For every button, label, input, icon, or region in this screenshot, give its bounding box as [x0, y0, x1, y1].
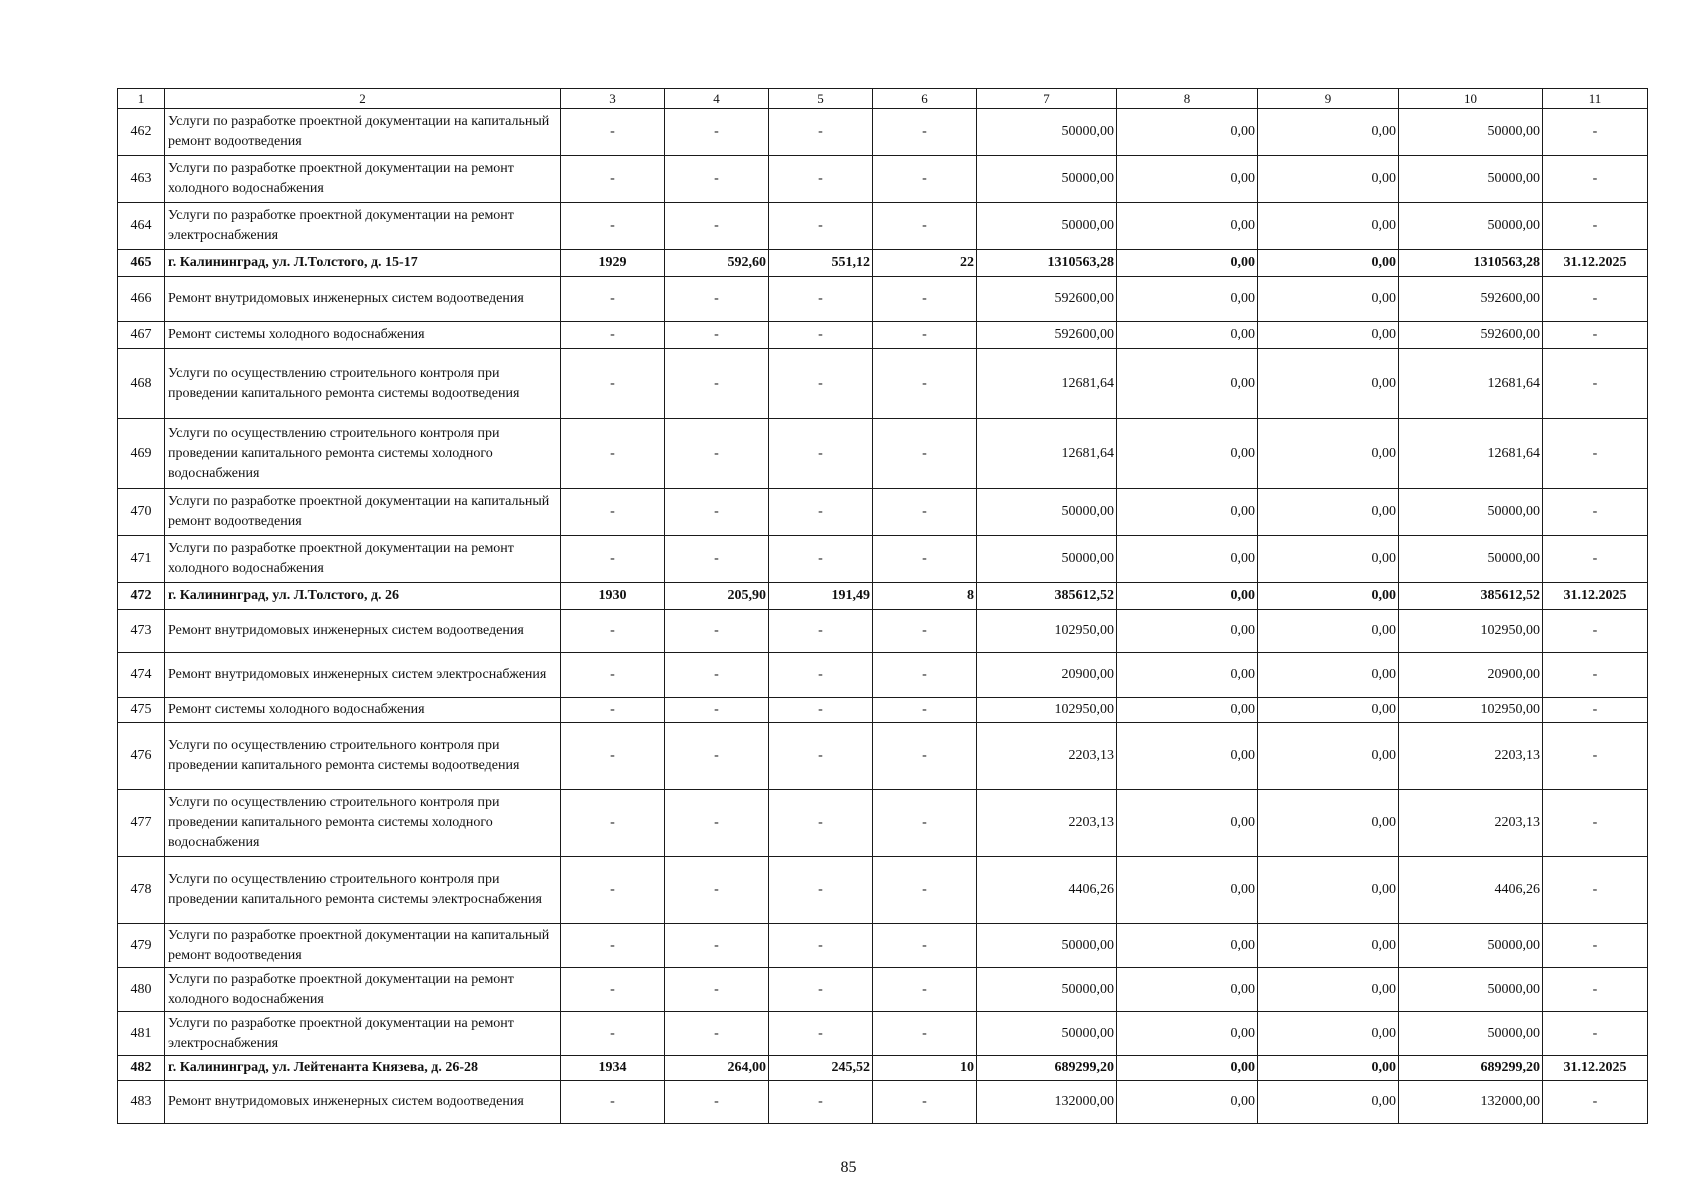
cell-col-6: - [873, 924, 977, 968]
cell-col-3: 1930 [561, 583, 665, 610]
cell-col-8: 0,00 [1117, 250, 1258, 277]
table-row [118, 723, 1648, 790]
table-row [118, 924, 1648, 968]
table-row [118, 489, 1648, 536]
table-row [118, 349, 1648, 419]
cell-col-7: 50000,00 [977, 1012, 1117, 1056]
cell-col-2: Ремонт внутридомовых инженерных систем водоотведения [165, 277, 561, 322]
cell-col-1: 462 [118, 109, 165, 156]
cell-col-10: 50000,00 [1399, 203, 1543, 250]
cell-col-2: Услуги по разработке проектной документации на ремонт холодного водоснабжения [165, 156, 561, 203]
cell-col-7: 2203,13 [977, 723, 1117, 790]
cell-col-11: - [1543, 109, 1648, 156]
cell-col-8: 0,00 [1117, 653, 1258, 698]
cell-col-7: 385612,52 [977, 583, 1117, 610]
cell-col-10: 50000,00 [1399, 924, 1543, 968]
cell-col-5: - [769, 857, 873, 924]
table-body [118, 109, 1648, 1124]
cell-col-1: 467 [118, 322, 165, 349]
cell-col-7: 1310563,28 [977, 250, 1117, 277]
cell-col-8: 0,00 [1117, 109, 1258, 156]
cell-col-7: 50000,00 [977, 109, 1117, 156]
cell-col-1: 473 [118, 610, 165, 653]
table-row [118, 109, 1648, 156]
cell-col-8: 0,00 [1117, 322, 1258, 349]
cell-col-4: - [665, 968, 769, 1012]
cell-col-10: 1310563,28 [1399, 250, 1543, 277]
cell-col-9: 0,00 [1258, 1056, 1399, 1081]
cell-col-8: 0,00 [1117, 968, 1258, 1012]
cell-col-2: г. Калининград, ул. Л.Толстого, д. 26 [165, 583, 561, 610]
cell-col-10: 2203,13 [1399, 790, 1543, 857]
cell-col-11: - [1543, 924, 1648, 968]
cell-col-10: 12681,64 [1399, 349, 1543, 419]
cell-col-7: 50000,00 [977, 156, 1117, 203]
cell-col-1: 483 [118, 1081, 165, 1124]
cell-col-8: 0,00 [1117, 536, 1258, 583]
cell-col-1: 481 [118, 1012, 165, 1056]
cell-col-5: - [769, 610, 873, 653]
cell-col-1: 472 [118, 583, 165, 610]
cell-col-6: - [873, 109, 977, 156]
cell-col-10: 20900,00 [1399, 653, 1543, 698]
cell-col-11: 31.12.2025 [1543, 250, 1648, 277]
cell-col-6: 22 [873, 250, 977, 277]
cell-col-9: 0,00 [1258, 322, 1399, 349]
cell-col-7: 102950,00 [977, 610, 1117, 653]
cell-col-7: 592600,00 [977, 277, 1117, 322]
cell-col-11: - [1543, 790, 1648, 857]
cell-col-3: - [561, 203, 665, 250]
cell-col-10: 132000,00 [1399, 1081, 1543, 1124]
cell-col-8: 0,00 [1117, 156, 1258, 203]
cell-col-7: 592600,00 [977, 322, 1117, 349]
cell-col-11: - [1543, 968, 1648, 1012]
cell-col-3: - [561, 610, 665, 653]
cell-col-8: 0,00 [1117, 1081, 1258, 1124]
cell-col-11: - [1543, 653, 1648, 698]
cell-col-11: - [1543, 610, 1648, 653]
cell-col-9: 0,00 [1258, 1012, 1399, 1056]
cell-col-2: Услуги по разработке проектной документации на ремонт холодного водоснабжения [165, 968, 561, 1012]
address-row [118, 1056, 1648, 1081]
cell-col-9: 0,00 [1258, 250, 1399, 277]
cell-col-5: - [769, 489, 873, 536]
cell-col-4: - [665, 790, 769, 857]
cell-col-10: 4406,26 [1399, 857, 1543, 924]
cell-col-2: Ремонт внутридомовых инженерных систем электроснабжения [165, 653, 561, 698]
cell-col-3: - [561, 723, 665, 790]
cell-col-6: - [873, 349, 977, 419]
cell-col-4: - [665, 322, 769, 349]
cell-col-5: - [769, 322, 873, 349]
table-row [118, 277, 1648, 322]
cell-col-5: - [769, 723, 873, 790]
cell-col-5: - [769, 156, 873, 203]
cell-col-3: - [561, 322, 665, 349]
cell-col-6: - [873, 698, 977, 723]
cell-col-6: - [873, 203, 977, 250]
cell-col-2: Ремонт внутридомовых инженерных систем водоотведения [165, 1081, 561, 1124]
column-header: 1 [118, 89, 165, 109]
cell-col-4: - [665, 419, 769, 489]
cell-col-3: - [561, 790, 665, 857]
cell-col-2: Услуги по осуществлению строительного контроля при проведении капитального ремонта системы холодного водоснабжения [165, 790, 561, 857]
cell-col-6: - [873, 156, 977, 203]
cell-col-1: 465 [118, 250, 165, 277]
cell-col-4: - [665, 723, 769, 790]
cell-col-9: 0,00 [1258, 1081, 1399, 1124]
cell-col-5: - [769, 536, 873, 583]
cell-col-3: - [561, 857, 665, 924]
cell-col-9: 0,00 [1258, 536, 1399, 583]
cell-col-5: 191,49 [769, 583, 873, 610]
page-number: 85 [840, 1159, 857, 1176]
cell-col-10: 50000,00 [1399, 489, 1543, 536]
cell-col-4: - [665, 536, 769, 583]
cell-col-9: 0,00 [1258, 349, 1399, 419]
cell-col-7: 102950,00 [977, 698, 1117, 723]
cell-col-8: 0,00 [1117, 723, 1258, 790]
cell-col-5: - [769, 698, 873, 723]
cell-col-3: 1934 [561, 1056, 665, 1081]
cell-col-1: 466 [118, 277, 165, 322]
cell-col-11: - [1543, 536, 1648, 583]
cell-col-5: 245,52 [769, 1056, 873, 1081]
cell-col-10: 592600,00 [1399, 277, 1543, 322]
cell-col-9: 0,00 [1258, 610, 1399, 653]
cell-col-2: Услуги по осуществлению строительного контроля при проведении капитального ремонта системы водоотведения [165, 349, 561, 419]
cell-col-10: 689299,20 [1399, 1056, 1543, 1081]
cell-col-5: - [769, 968, 873, 1012]
column-header: 9 [1258, 89, 1399, 109]
cell-col-11: - [1543, 723, 1648, 790]
cell-col-7: 50000,00 [977, 536, 1117, 583]
cell-col-9: 0,00 [1258, 419, 1399, 489]
cell-col-2: Ремонт внутридомовых инженерных систем водоотведения [165, 610, 561, 653]
cell-col-4: 264,00 [665, 1056, 769, 1081]
cell-col-6: - [873, 489, 977, 536]
cell-col-9: 0,00 [1258, 924, 1399, 968]
cell-col-2: Услуги по разработке проектной документации на капитальный ремонт водоотведения [165, 924, 561, 968]
cell-col-7: 50000,00 [977, 203, 1117, 250]
cell-col-6: - [873, 968, 977, 1012]
table-row [118, 203, 1648, 250]
cell-col-3: 1929 [561, 250, 665, 277]
cell-col-4: - [665, 156, 769, 203]
table-row [118, 968, 1648, 1012]
cell-col-3: - [561, 489, 665, 536]
cell-col-5: - [769, 653, 873, 698]
cell-col-5: 551,12 [769, 250, 873, 277]
cell-col-1: 474 [118, 653, 165, 698]
cell-col-3: - [561, 1012, 665, 1056]
cell-col-2: Услуги по разработке проектной документации на капитальный ремонт водоотведения [165, 489, 561, 536]
data-table [117, 88, 1648, 1124]
cell-col-3: - [561, 968, 665, 1012]
cell-col-8: 0,00 [1117, 1012, 1258, 1056]
cell-col-10: 385612,52 [1399, 583, 1543, 610]
cell-col-10: 50000,00 [1399, 1012, 1543, 1056]
cell-col-7: 12681,64 [977, 349, 1117, 419]
cell-col-6: - [873, 1012, 977, 1056]
cell-col-2: Ремонт системы холодного водоснабжения [165, 322, 561, 349]
cell-col-3: - [561, 924, 665, 968]
cell-col-2: Услуги по разработке проектной документации на ремонт электроснабжения [165, 203, 561, 250]
cell-col-3: - [561, 698, 665, 723]
column-header: 5 [769, 89, 873, 109]
header-row [118, 89, 1648, 109]
column-header: 3 [561, 89, 665, 109]
cell-col-6: - [873, 723, 977, 790]
cell-col-1: 478 [118, 857, 165, 924]
cell-col-6: - [873, 322, 977, 349]
cell-col-1: 479 [118, 924, 165, 968]
cell-col-1: 471 [118, 536, 165, 583]
cell-col-11: - [1543, 489, 1648, 536]
cell-col-8: 0,00 [1117, 419, 1258, 489]
cell-col-1: 482 [118, 1056, 165, 1081]
cell-col-4: - [665, 277, 769, 322]
cell-col-4: - [665, 653, 769, 698]
cell-col-6: - [873, 536, 977, 583]
cell-col-8: 0,00 [1117, 790, 1258, 857]
cell-col-9: 0,00 [1258, 109, 1399, 156]
table-row [118, 1081, 1648, 1124]
cell-col-4: - [665, 1012, 769, 1056]
table-row [118, 419, 1648, 489]
cell-col-11: - [1543, 1012, 1648, 1056]
cell-col-6: - [873, 653, 977, 698]
cell-col-1: 475 [118, 698, 165, 723]
cell-col-2: Услуги по осуществлению строительного контроля при проведении капитального ремонта системы водоотведения [165, 723, 561, 790]
table-row [118, 322, 1648, 349]
cell-col-8: 0,00 [1117, 203, 1258, 250]
cell-col-7: 20900,00 [977, 653, 1117, 698]
address-row [118, 583, 1648, 610]
table-header [118, 89, 1648, 109]
cell-col-10: 592600,00 [1399, 322, 1543, 349]
cell-col-5: - [769, 203, 873, 250]
cell-col-3: - [561, 653, 665, 698]
cell-col-8: 0,00 [1117, 857, 1258, 924]
cell-col-5: - [769, 1012, 873, 1056]
table-row [118, 653, 1648, 698]
cell-col-9: 0,00 [1258, 790, 1399, 857]
cell-col-9: 0,00 [1258, 156, 1399, 203]
cell-col-7: 50000,00 [977, 924, 1117, 968]
cell-col-1: 469 [118, 419, 165, 489]
cell-col-1: 463 [118, 156, 165, 203]
column-header: 10 [1399, 89, 1543, 109]
column-header: 7 [977, 89, 1117, 109]
cell-col-11: - [1543, 322, 1648, 349]
cell-col-7: 50000,00 [977, 489, 1117, 536]
cell-col-6: - [873, 790, 977, 857]
column-header: 4 [665, 89, 769, 109]
cell-col-10: 50000,00 [1399, 968, 1543, 1012]
cell-col-7: 2203,13 [977, 790, 1117, 857]
cell-col-1: 476 [118, 723, 165, 790]
cell-col-4: - [665, 698, 769, 723]
cell-col-4: - [665, 857, 769, 924]
cell-col-10: 102950,00 [1399, 698, 1543, 723]
cell-col-3: - [561, 277, 665, 322]
cell-col-8: 0,00 [1117, 1056, 1258, 1081]
cell-col-7: 689299,20 [977, 1056, 1117, 1081]
table-row [118, 698, 1648, 723]
cell-col-3: - [561, 536, 665, 583]
cell-col-2: г. Калининград, ул. Лейтенанта Князева, д. 26-28 [165, 1056, 561, 1081]
cell-col-11: 31.12.2025 [1543, 1056, 1648, 1081]
cell-col-10: 12681,64 [1399, 419, 1543, 489]
cell-col-8: 0,00 [1117, 277, 1258, 322]
cell-col-5: - [769, 419, 873, 489]
cell-col-3: - [561, 349, 665, 419]
cell-col-11: - [1543, 349, 1648, 419]
cell-col-7: 4406,26 [977, 857, 1117, 924]
cell-col-8: 0,00 [1117, 924, 1258, 968]
cell-col-9: 0,00 [1258, 857, 1399, 924]
cell-col-9: 0,00 [1258, 723, 1399, 790]
cell-col-5: - [769, 1081, 873, 1124]
cell-col-4: 205,90 [665, 583, 769, 610]
cell-col-8: 0,00 [1117, 349, 1258, 419]
cell-col-10: 50000,00 [1399, 156, 1543, 203]
cell-col-2: Услуги по разработке проектной документации на капитальный ремонт водоотведения [165, 109, 561, 156]
column-header: 6 [873, 89, 977, 109]
cell-col-11: - [1543, 857, 1648, 924]
table-row [118, 536, 1648, 583]
cell-col-9: 0,00 [1258, 698, 1399, 723]
cell-col-4: 592,60 [665, 250, 769, 277]
table-row [118, 790, 1648, 857]
cell-col-8: 0,00 [1117, 610, 1258, 653]
cell-col-2: г. Калининград, ул. Л.Толстого, д. 15-17 [165, 250, 561, 277]
cell-col-3: - [561, 156, 665, 203]
cell-col-4: - [665, 349, 769, 419]
cell-col-8: 0,00 [1117, 583, 1258, 610]
cell-col-1: 480 [118, 968, 165, 1012]
cell-col-4: - [665, 610, 769, 653]
column-header: 11 [1543, 89, 1648, 109]
cell-col-7: 132000,00 [977, 1081, 1117, 1124]
column-header: 2 [165, 89, 561, 109]
cell-col-2: Услуги по разработке проектной документации на ремонт электроснабжения [165, 1012, 561, 1056]
cell-col-6: - [873, 277, 977, 322]
cell-col-11: 31.12.2025 [1543, 583, 1648, 610]
table-row [118, 857, 1648, 924]
cell-col-8: 0,00 [1117, 698, 1258, 723]
cell-col-8: 0,00 [1117, 489, 1258, 536]
cell-col-10: 2203,13 [1399, 723, 1543, 790]
cell-col-6: - [873, 419, 977, 489]
cell-col-3: - [561, 1081, 665, 1124]
cell-col-6: 8 [873, 583, 977, 610]
cell-col-2: Ремонт системы холодного водоснабжения [165, 698, 561, 723]
cell-col-9: 0,00 [1258, 583, 1399, 610]
cell-col-1: 477 [118, 790, 165, 857]
cell-col-4: - [665, 203, 769, 250]
cell-col-5: - [769, 924, 873, 968]
cell-col-10: 102950,00 [1399, 610, 1543, 653]
cell-col-4: - [665, 109, 769, 156]
cell-col-1: 468 [118, 349, 165, 419]
cell-col-11: - [1543, 156, 1648, 203]
cell-col-3: - [561, 419, 665, 489]
cell-col-4: - [665, 1081, 769, 1124]
cell-col-10: 50000,00 [1399, 109, 1543, 156]
cell-col-6: - [873, 1081, 977, 1124]
cell-col-6: 10 [873, 1056, 977, 1081]
cell-col-1: 470 [118, 489, 165, 536]
table-row [118, 1012, 1648, 1056]
cell-col-9: 0,00 [1258, 968, 1399, 1012]
table-row [118, 156, 1648, 203]
cell-col-11: - [1543, 698, 1648, 723]
cell-col-2: Услуги по осуществлению строительного контроля при проведении капитального ремонта системы холодного водоснабжения [165, 419, 561, 489]
cell-col-2: Услуги по разработке проектной документации на ремонт холодного водоснабжения [165, 536, 561, 583]
cell-col-5: - [769, 349, 873, 419]
cell-col-11: - [1543, 203, 1648, 250]
cell-col-5: - [769, 790, 873, 857]
cell-col-11: - [1543, 419, 1648, 489]
cell-col-5: - [769, 109, 873, 156]
cell-col-9: 0,00 [1258, 489, 1399, 536]
cell-col-9: 0,00 [1258, 203, 1399, 250]
cell-col-4: - [665, 924, 769, 968]
cell-col-10: 50000,00 [1399, 536, 1543, 583]
cell-col-9: 0,00 [1258, 277, 1399, 322]
column-header: 8 [1117, 89, 1258, 109]
cell-col-7: 12681,64 [977, 419, 1117, 489]
cell-col-6: - [873, 857, 977, 924]
cell-col-11: - [1543, 277, 1648, 322]
cell-col-4: - [665, 489, 769, 536]
cell-col-9: 0,00 [1258, 653, 1399, 698]
cell-col-6: - [873, 610, 977, 653]
cell-col-3: - [561, 109, 665, 156]
cell-col-11: - [1543, 1081, 1648, 1124]
table-row [118, 610, 1648, 653]
cell-col-2: Услуги по осуществлению строительного контроля при проведении капитального ремонта системы электроснабжения [165, 857, 561, 924]
address-row [118, 250, 1648, 277]
cell-col-7: 50000,00 [977, 968, 1117, 1012]
cell-col-1: 464 [118, 203, 165, 250]
cell-col-5: - [769, 277, 873, 322]
